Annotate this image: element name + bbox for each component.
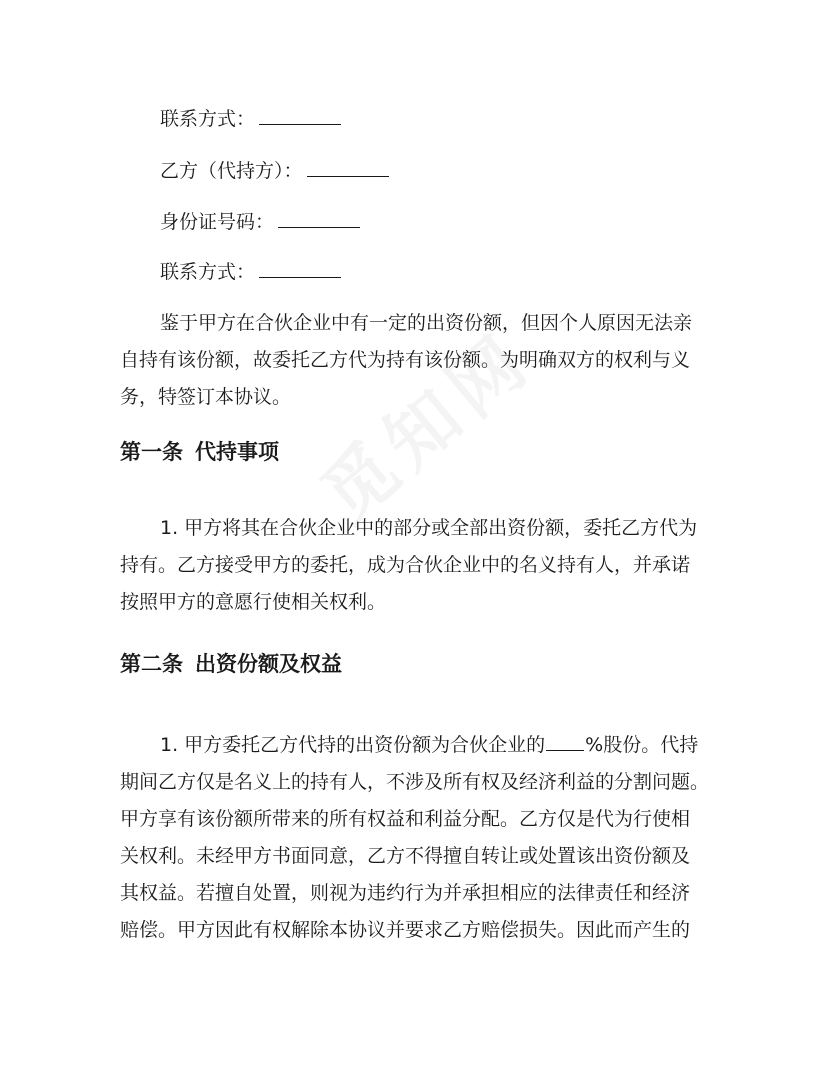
article-2-line bbox=[120, 727, 720, 764]
preamble-line: 鉴于甲方在合伙企业中有一定的出资份额，但因个人原因无法亲 bbox=[160, 312, 693, 334]
contact-field-1 bbox=[160, 104, 341, 131]
article-2-line1-suffix: %股份。代持 bbox=[585, 734, 699, 756]
contact-blank-2 bbox=[259, 257, 341, 278]
id-number-field bbox=[160, 207, 360, 234]
id-number-label: 身份证号码： bbox=[160, 211, 275, 233]
preamble-line: 务，特签订本协议。 bbox=[120, 386, 292, 408]
party-b-label: 乙方（代持方）： bbox=[160, 160, 303, 182]
article-1-number: 第一条 bbox=[120, 440, 183, 464]
article-2-line: 赔偿。甲方因此有权解除本协议并要求乙方赔偿损失。因此而产生的 bbox=[120, 919, 691, 941]
article-2-line: 其权益。若擅自处置，则视为违约行为并承担相应的法律责任和经济 bbox=[120, 882, 691, 904]
article-2-line: 期间乙方仅是名义上的持有人，不涉及所有权及经济利益的分割问题。 bbox=[120, 771, 710, 793]
party-b-blank bbox=[307, 156, 389, 177]
article-2-number: 第二条 bbox=[120, 652, 183, 676]
article-1-line: 按照甲方的意愿行使相关权利。 bbox=[120, 591, 387, 613]
article-2-paragraph bbox=[120, 727, 720, 949]
party-b-field bbox=[160, 156, 389, 183]
article-2-line: 甲方享有该份额所带来的所有权益和利益分配。乙方仅是代为行使相 bbox=[120, 808, 691, 830]
contact-label-2: 联系方式： bbox=[160, 261, 256, 283]
article-1-line: 持有。乙方接受甲方的委托，成为合伙企业中的名义持有人，并承诺 bbox=[120, 554, 691, 576]
id-number-blank bbox=[278, 207, 360, 228]
article-1-paragraph bbox=[120, 510, 720, 621]
article-1-line: 1. 甲方将其在合伙企业中的部分或全部出资份额，委托乙方代为 bbox=[160, 517, 698, 539]
contact-label-1: 联系方式： bbox=[160, 108, 256, 130]
article-1-title: 代持事项 bbox=[195, 440, 279, 464]
article-2-heading bbox=[120, 650, 342, 678]
article-2-line: 关权利。未经甲方书面同意，乙方不得擅自转让或处置该出资份额及 bbox=[120, 845, 691, 867]
contact-field-2 bbox=[160, 257, 341, 284]
percentage-blank bbox=[546, 732, 584, 751]
article-1-heading bbox=[120, 438, 279, 466]
article-2-line1-prefix: 1. 甲方委托乙方代持的出资份额为合伙企业的 bbox=[160, 734, 546, 756]
preamble-line: 自持有该份额，故委托乙方代为持有该份额。为明确双方的权利与义 bbox=[120, 349, 691, 371]
contact-blank-1 bbox=[259, 104, 341, 125]
article-2-title: 出资份额及权益 bbox=[195, 652, 342, 676]
preamble-paragraph bbox=[120, 305, 720, 416]
